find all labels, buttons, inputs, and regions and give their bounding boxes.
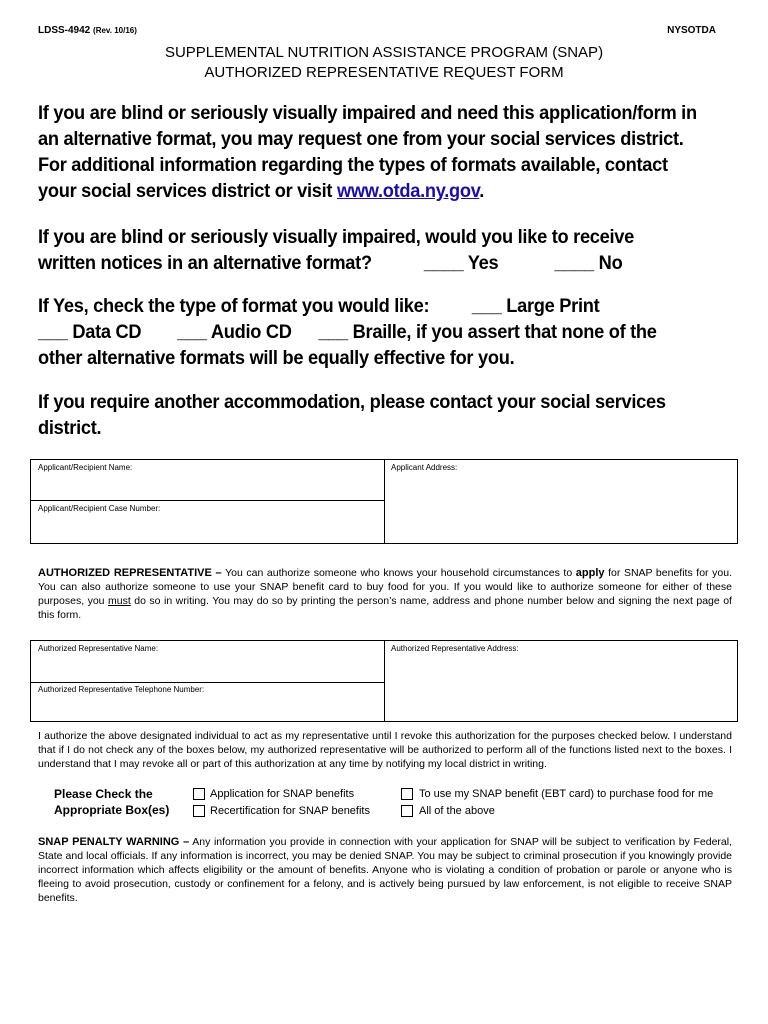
accommodation-notice: If you require another accommodation, please contact your social services district.: [38, 392, 666, 439]
rep-address-label: Authorized Representative Address:: [391, 644, 519, 653]
audio-cd-blank[interactable]: ___ Audio CD: [177, 322, 292, 343]
auth-text-c: do so in writing. You may do so by printing the person’s name, address and phone number below and signing the next page of this form.: [38, 595, 732, 621]
no-blank[interactable]: ____ No: [554, 253, 623, 274]
otda-link[interactable]: www.otda.ny.gov: [336, 181, 480, 202]
application-checkbox-label: Application for SNAP benefits: [210, 788, 355, 800]
ebt-checkbox[interactable]: [401, 788, 413, 800]
auth-apply-word: apply: [575, 567, 605, 579]
applicant-name-label: Applicant/Recipient Name:: [38, 463, 133, 472]
ebt-checkbox-label: To use my SNAP benefit (EBT card) to purchase food for me: [419, 788, 714, 800]
snap-penalty-warning: [38, 835, 732, 905]
check-title-line1: Please Check the: [54, 787, 153, 801]
penalty-text: Any information you provide in connection with your application for SNAP will be subject to verification by Federal, State and local officials. If any information is incorrect, you may be denied SNAP. You may be subject to criminal prosecution if you knowingly provide incorrect information which affects eligibility or the amount of benefits. Anyone who is violating a condition of probation or parole or anyone who is fleeing to avoid prosecution, custody or confinement for a felony, and is actively being pursued by law enforcement, is not eligible to receive SNAP benefits.: [38, 836, 732, 904]
application-checkbox[interactable]: [193, 788, 205, 800]
form-number: LDSS-4942: [38, 25, 91, 36]
braille-blank[interactable]: ___ Braille, if you assert that none of the: [318, 322, 657, 343]
rep-name-field[interactable]: [35, 655, 380, 680]
applicant-case-field[interactable]: [35, 516, 380, 540]
authorized-rep-heading: AUTHORIZED REPRESENTATIVE –: [38, 567, 222, 579]
applicant-name-field[interactable]: [35, 474, 380, 498]
form-id: [38, 25, 137, 36]
applicant-address-label: Applicant Address:: [391, 463, 458, 472]
form-title-line1: SUPPLEMENTAL NUTRITION ASSISTANCE PROGRAM (SNAP): [164, 44, 604, 61]
format-question-line1: If Yes, check the type of format you would like:: [38, 296, 430, 317]
format-question-line3: other alternative formats will be equally effective for you.: [38, 348, 515, 369]
rep-name-label: Authorized Representative Name:: [38, 644, 159, 653]
recertification-checkbox[interactable]: [193, 805, 205, 817]
question-line1: If you are blind or seriously visually impaired, would you like to receive: [38, 227, 635, 248]
auth-must-word: must: [108, 595, 131, 607]
written-notice-question: [38, 225, 710, 277]
agency-name: NYSOTDA: [667, 25, 716, 36]
authorized-rep-paragraph: [38, 566, 732, 622]
notice-text: If you are blind or seriously visually impaired and need this application/form in an alternative format, you may request one from your social services district. For additional information regarding the types of formats available, contact your social services district or visit: [38, 103, 697, 202]
rep-phone-field[interactable]: [35, 697, 380, 719]
all-of-above-checkbox[interactable]: [401, 805, 413, 817]
large-print-blank[interactable]: ___ Large Print: [471, 296, 600, 317]
alternative-format-notice: [38, 101, 710, 205]
data-cd-blank[interactable]: ___ Data CD: [38, 322, 142, 343]
check-boxes-title: [54, 786, 169, 818]
applicant-case-label: Applicant/Recipient Case Number:: [38, 504, 161, 513]
rep-address-field[interactable]: [389, 655, 734, 719]
question-line2: written notices in an alternative format?: [38, 253, 372, 274]
applicant-info-box: [30, 459, 738, 544]
rep-phone-label: Authorized Representative Telephone Number:: [38, 685, 205, 694]
notice-period: .: [479, 181, 485, 202]
representative-info-box: [30, 640, 738, 722]
penalty-heading: SNAP PENALTY WARNING –: [38, 836, 190, 848]
auth-text-a: You can authorize someone who knows your household circumstances to: [221, 567, 576, 579]
applicant-address-field[interactable]: [389, 474, 734, 540]
check-title-line2: Appropriate Box(es): [54, 803, 170, 817]
all-of-above-checkbox-label: All of the above: [419, 805, 495, 817]
auth-text-b: for SNAP benefits for you. You can also authorize someone to use your SNAP benefit card to buy food for you. If you would like to authorize someone for either of these purposes, you: [38, 567, 732, 607]
yes-blank[interactable]: ____ Yes: [423, 253, 499, 274]
authorization-statement: I authorize the above designated individual to act as my representative until I revoke this authorization for the purposes checked below. I understand that if I do not check any of the boxes below, my authorized representative will be authorized to perform all of the functions listed next to the boxes. I understand that I may revoke all or part of this authorization at any time by notifying my local district in writing.: [38, 730, 732, 770]
form-revision: (Rev. 10/16): [93, 26, 137, 35]
form-title-line2: AUTHORIZED REPRESENTATIVE REQUEST FORM: [204, 64, 564, 81]
format-type-question: [38, 294, 710, 372]
recertification-checkbox-label: Recertification for SNAP benefits: [210, 805, 370, 817]
